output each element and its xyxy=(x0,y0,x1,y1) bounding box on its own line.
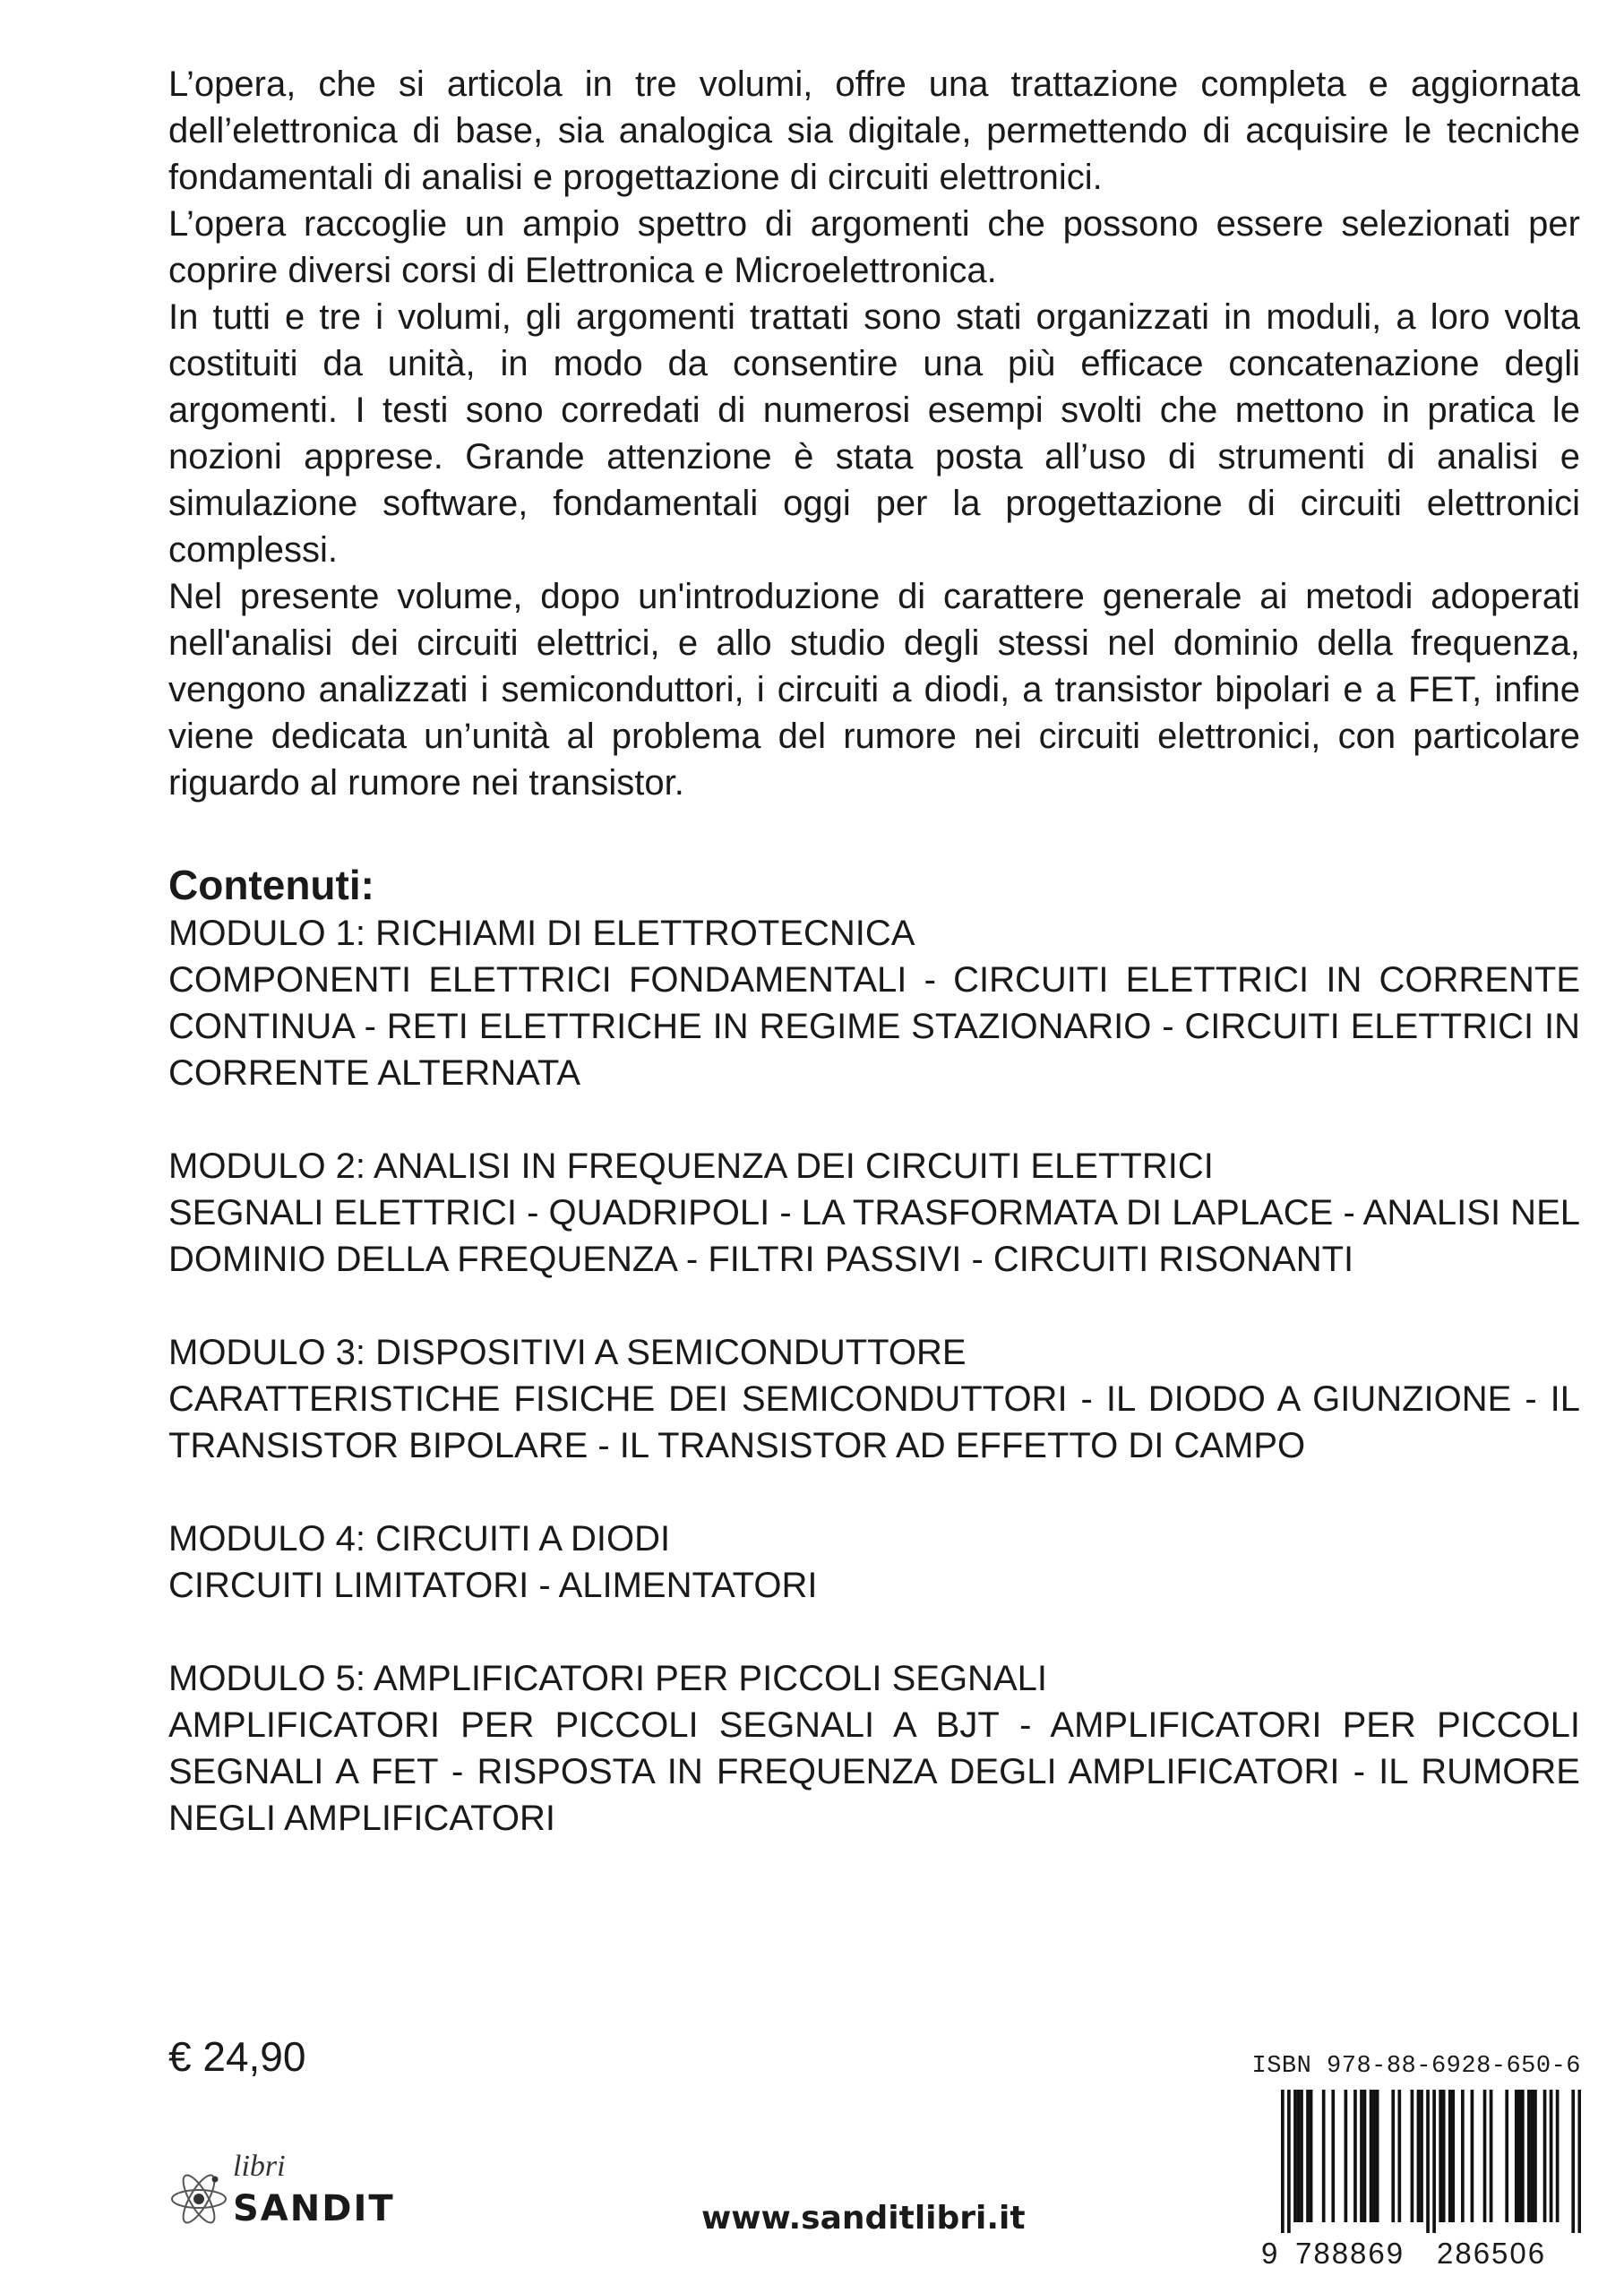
publisher-logo xyxy=(168,2143,401,2246)
barcode-icon xyxy=(1261,2090,1581,2233)
barcode-bar xyxy=(1432,2090,1436,2233)
barcode-bar xyxy=(1297,2090,1301,2222)
barcode-bar xyxy=(1360,2090,1363,2222)
barcode-bar xyxy=(1471,2090,1474,2222)
intro-paragraph-1: L’opera, che si articola in tre volumi, offre una trattazione completa e aggiornata dell’elettronica di base, sia analogica sia digitale, permettendo di acquisire le tecniche fondamentali di analisi e progettazione di circuiti elettronici. xyxy=(168,64,1580,197)
module-title: MODULO 3: DISPOSITIVI A SEMICONDUTTORE xyxy=(168,1333,967,1372)
logo-name-text: SANDIT xyxy=(233,2188,395,2229)
barcode-bar xyxy=(1550,2090,1553,2222)
contents-heading: Contenuti: xyxy=(168,862,374,908)
module-topics: SEGNALI ELETTRICI - QUADRIPOLI - LA TRASFORMATA DI LAPLACE - ANALISI NEL DOMINIO DELLA FREQUENZA - FILTRI PASSIVI - CIRCUITI RISONANTI xyxy=(168,1193,1580,1279)
barcode-bar xyxy=(1310,2090,1313,2222)
module-topics: CARATTERISTICHE FISICHE DEI SEMICONDUTTORI - IL DIODO A GIUNZIONE - IL TRANSISTOR BIPOLARE - IL TRANSISTOR AD EFFETTO DI CAMPO xyxy=(168,1379,1580,1465)
barcode-bar xyxy=(1370,2090,1373,2222)
barcode-bar xyxy=(1515,2090,1518,2222)
contents-section xyxy=(168,860,1580,1888)
module-title: MODULO 2: ANALISI IN FREQUENZA DEI CIRCUITI ELETTRICI xyxy=(168,1146,1214,1186)
barcode-bar xyxy=(1534,2090,1537,2222)
isbn-label: ISBN 978-88-6928-650-6 xyxy=(1251,2053,1581,2080)
barcode-bar xyxy=(1483,2090,1487,2222)
barcode-bar xyxy=(1439,2090,1442,2222)
barcode-bar xyxy=(1451,2090,1455,2222)
module-topics: AMPLIFICATORI PER PICCOLI SEGNALI A BJT - AMPLIFICATORI PER PICCOLI SEGNALI A FET - RISPOSTA IN FREQUENZA DEGLI AMPLIFICATORI - IL RUMORE NEGLI AMPLIFICATORI xyxy=(168,1705,1580,1838)
barcode-bar xyxy=(1363,2090,1367,2222)
barcode-bar xyxy=(1397,2090,1401,2222)
intro-text xyxy=(168,61,1580,806)
intro-paragraph-2: L’opera raccoglie un ampio spettro di argomenti che possono essere selezionati per coprire diversi corsi di Elettronica e Microelettronica. xyxy=(168,204,1580,290)
barcode-bar xyxy=(1376,2090,1379,2222)
barcode-bar xyxy=(1420,2090,1423,2222)
barcode-bar xyxy=(1331,2090,1335,2222)
barcode-bar xyxy=(1287,2090,1291,2233)
barcode-bar xyxy=(1521,2090,1525,2222)
barcode-bar xyxy=(1490,2090,1493,2222)
barcode-bar xyxy=(1543,2090,1547,2222)
barcode-digit-lead: 9 xyxy=(1261,2237,1278,2270)
intro-paragraph-4: Nel presente volume, dopo un'introduzione di carattere generale ai metodi adoperati nell'analisi dei circuiti elettrici, e allo studio degli stessi nel dominio della frequenza, vengono analizzati i semiconduttori, i circuiti a diodi, a transistor bipolari e a FET, infine viene dedicata un’unità al problema del rumore nei circuiti elettronici, con particolare riguardo al rumore nei transistor. xyxy=(168,577,1580,803)
barcode-digit-group-1: 788869 xyxy=(1295,2237,1405,2270)
module-2 xyxy=(168,1143,1580,1283)
barcode-bar xyxy=(1300,2090,1303,2222)
barcode-bar xyxy=(1306,2090,1310,2222)
module-title: MODULO 4: CIRCUITI A DIODI xyxy=(168,1519,671,1559)
barcode-bar xyxy=(1281,2090,1285,2233)
module-title: MODULO 5: AMPLIFICATORI PER PICCOLI SEGNALI xyxy=(168,1659,1047,1698)
module-title: MODULO 1: RICHIAMI DI ELETTROTECNICA xyxy=(168,914,915,953)
barcode-bar xyxy=(1353,2090,1357,2222)
barcode-bar xyxy=(1577,2090,1581,2233)
module-1 xyxy=(168,910,1580,1096)
barcode-bar xyxy=(1391,2090,1395,2222)
module-3 xyxy=(168,1329,1580,1469)
module-4 xyxy=(168,1516,1580,1609)
barcode-bar xyxy=(1345,2090,1348,2222)
barcode-bar xyxy=(1517,2090,1521,2222)
module-topics: COMPONENTI ELETTRICI FONDAMENTALI - CIRCUITI ELETTRICI IN CORRENTE CONTINUA - RETI ELETTRICHE IN REGIME STAZIONARIO - CIRCUITI ELETTRICI IN CORRENTE ALTERNATA xyxy=(168,960,1580,1093)
barcode-bar xyxy=(1426,2090,1430,2233)
barcode-bar xyxy=(1571,2090,1575,2233)
barcode-bar xyxy=(1531,2090,1534,2222)
barcode-bar xyxy=(1293,2090,1297,2222)
barcode-bar xyxy=(1448,2090,1452,2222)
barcode-bar xyxy=(1505,2090,1508,2222)
barcode-bar xyxy=(1372,2090,1376,2222)
barcode-bar xyxy=(1417,2090,1421,2222)
barcode-digit-group-2: 286506 xyxy=(1437,2237,1547,2270)
barcode-bar xyxy=(1527,2090,1531,2222)
price-label: € 24,90 xyxy=(168,2033,306,2080)
website-url[interactable]: www.sanditlibri.it xyxy=(701,2200,1026,2237)
barcode-bar xyxy=(1411,2090,1414,2222)
module-topics: CIRCUITI LIMITATORI - ALIMENTATORI xyxy=(168,1566,818,1605)
barcode-bar xyxy=(1556,2090,1560,2222)
barcode-bar xyxy=(1322,2090,1326,2222)
logo-script-text: libri xyxy=(233,2150,286,2183)
atom-orbit-icon xyxy=(168,2143,231,2233)
intro-paragraph-3: In tutti e tre i volumi, gli argomenti trattati sono stati organizzati in moduli, a loro volta costituiti da unità, in modo da consentire una più efficace concatenazione degli argomenti. I testi sono corredati di numerosi esempi svolti che mettono in pratica le nozioni apprese. Grande attenzione è stata posta all’uso di strumenti di analisi e simulazione software, fondamentali oggi per la progettazione di circuiti elettronici complessi. xyxy=(168,297,1580,570)
barcode-bar xyxy=(1461,2090,1465,2222)
barcode-bar xyxy=(1442,2090,1446,2222)
module-5 xyxy=(168,1655,1580,1842)
